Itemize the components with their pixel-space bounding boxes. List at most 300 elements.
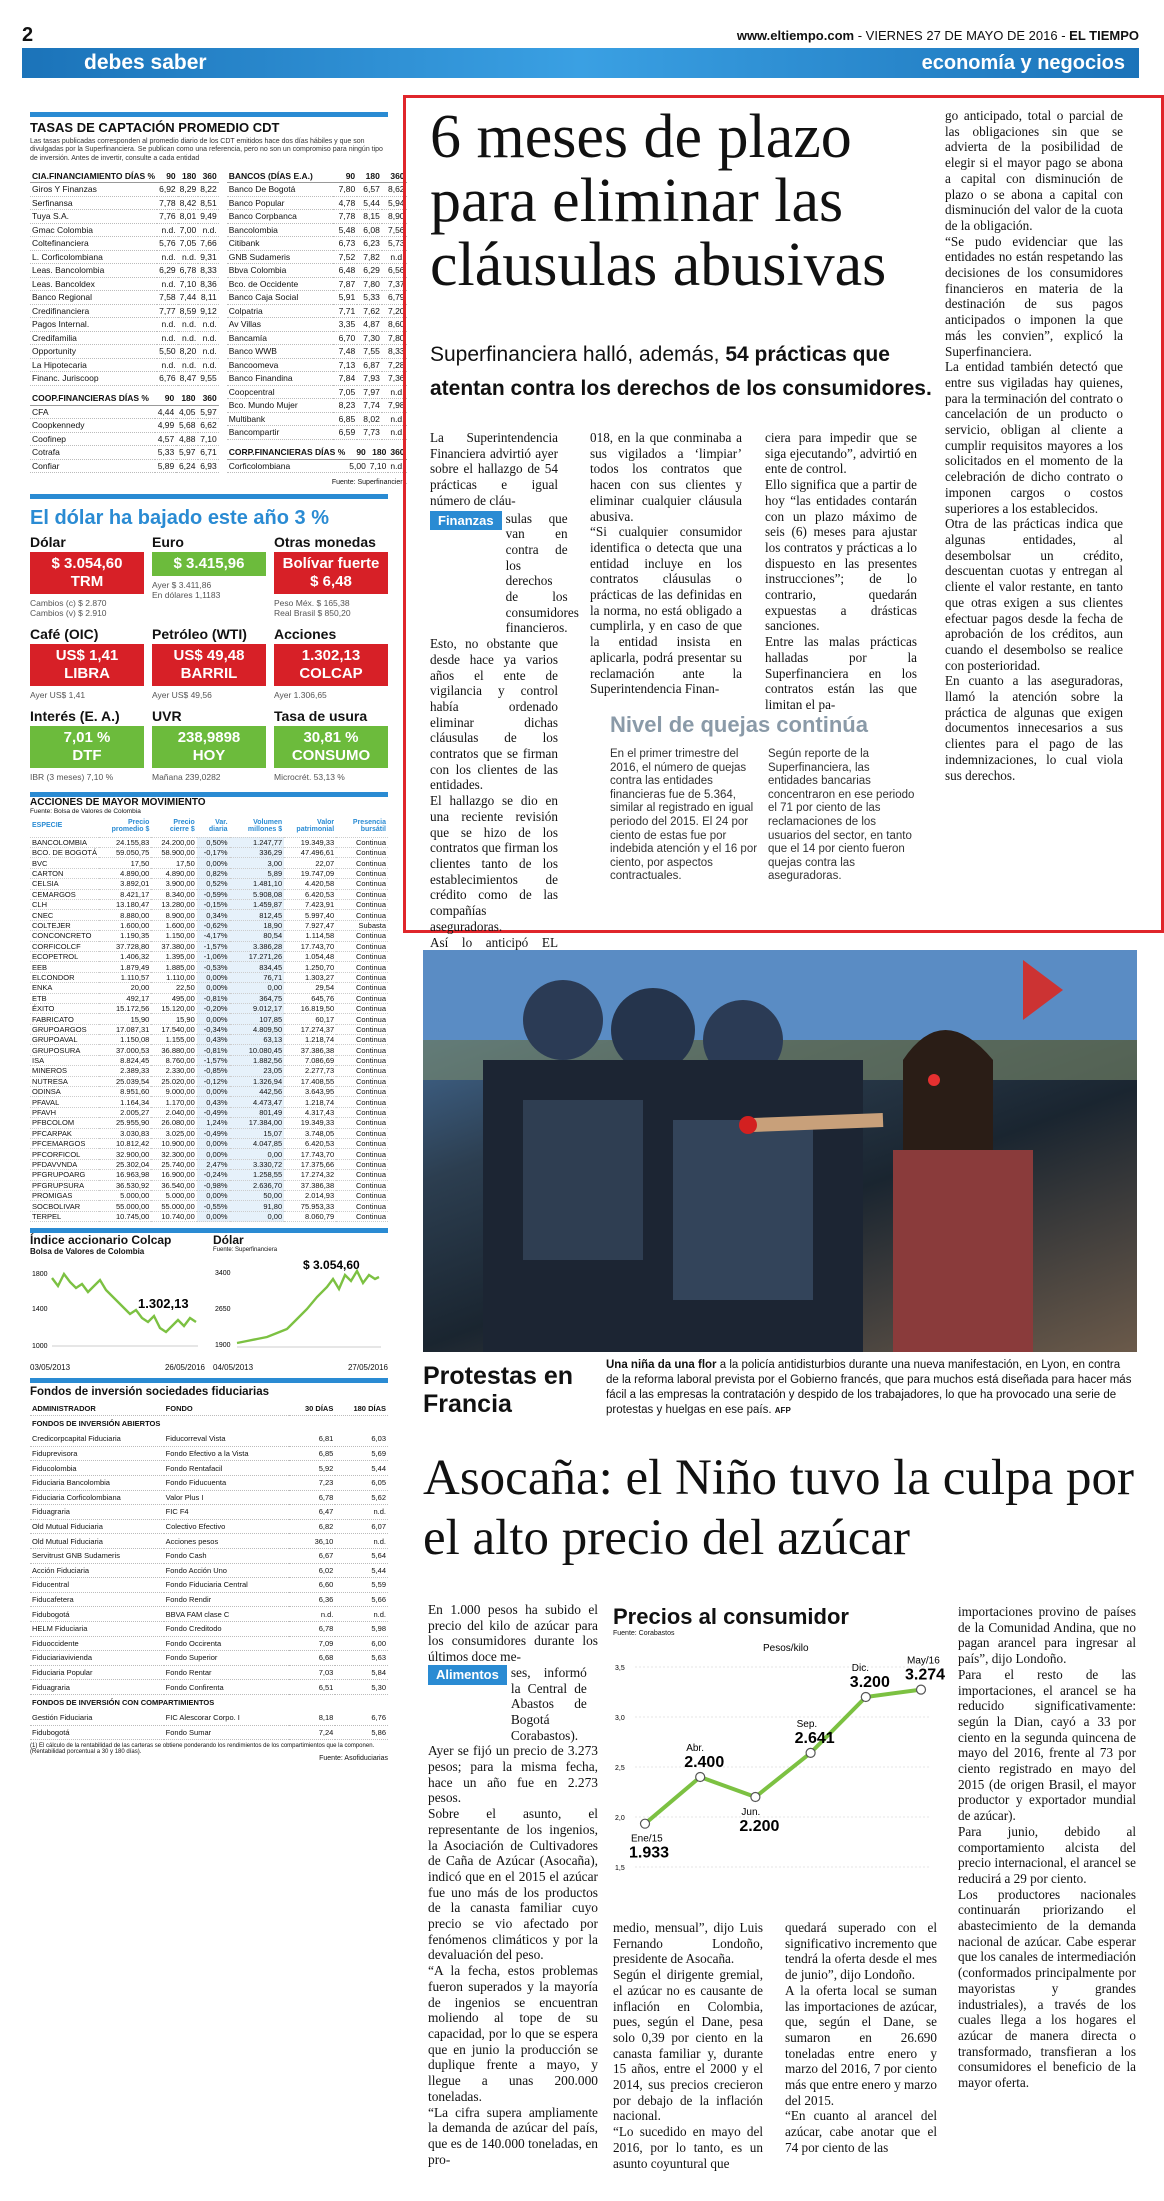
headline-clausulas: 6 meses de plazo para eliminar las cláusulas abusivas: [430, 103, 887, 299]
bancos-row: [227, 318, 407, 332]
table-cell: 2.636,70: [230, 1180, 285, 1190]
site-url[interactable]: www.eltiempo.com: [736, 27, 855, 43]
table-cell: 4.473,47: [230, 1097, 285, 1107]
table-cell: PROMIGAS: [30, 1190, 99, 1200]
section-left: debes saber: [84, 51, 207, 74]
table-cell: 6,03: [335, 1432, 388, 1447]
table-cell: GRUPOSURA: [30, 1045, 99, 1055]
table-cell: Av Villas: [227, 318, 333, 332]
bancos-row: [227, 372, 407, 386]
table-cell: Fondo Occirenta: [164, 1636, 289, 1651]
data-label: 2.641: [794, 1729, 835, 1747]
indicator-value: 30,81 %: [303, 729, 359, 747]
table-cell: 8,02: [357, 412, 382, 426]
table-cell: -1,57%: [197, 1055, 230, 1065]
stock-row: [30, 1201, 388, 1211]
table-cell: 19.747,09: [284, 868, 336, 878]
fund-row: [30, 1680, 388, 1695]
table-cell: 8,36: [200, 278, 217, 289]
header-cell: 180: [357, 169, 382, 183]
table-cell: 0,00%: [197, 1190, 230, 1200]
indicator-value: 7,01 %: [63, 729, 111, 747]
stock-row: [30, 993, 388, 1003]
table-cell: 7,80: [382, 331, 407, 345]
table-cell: Fiducorreval Vista: [164, 1432, 289, 1447]
table-cell: n.d.: [289, 1607, 336, 1622]
header-cell: Var. diaria: [197, 815, 230, 837]
cdt-tables: [30, 169, 407, 487]
table-cell: 22,50: [151, 983, 196, 993]
header-cell: BANCOS (DÍAS E.A.): [227, 169, 333, 183]
table-cell: Fondo Cash: [164, 1548, 289, 1563]
dolar-ytick: 3400: [215, 1270, 231, 1278]
table-cell: 7,05: [333, 385, 358, 399]
table-cell: 15.172,56: [99, 1003, 151, 1013]
table-cell: 3.386,28: [230, 941, 285, 951]
table-cell: Continua: [336, 1055, 388, 1065]
table-cell: Fondo Fiduciaria Central: [164, 1578, 289, 1593]
table-cell: 6,78: [289, 1621, 336, 1636]
table-cell: Fondo Rentafacil: [164, 1461, 289, 1476]
fund-row: [30, 1446, 388, 1461]
table-cell: 7,13: [333, 358, 358, 372]
divider: [30, 112, 388, 117]
table-cell: n.d.: [157, 358, 178, 372]
page-header: [22, 22, 1139, 48]
divider: [30, 1378, 388, 1383]
colcap-chart: [30, 1233, 205, 1372]
table-cell: 6,70: [333, 331, 358, 345]
table-cell: 7,76: [159, 211, 176, 222]
table-cell: Continua: [336, 1024, 388, 1034]
table-cell: 3,00: [230, 858, 285, 868]
stocks-header: [30, 815, 388, 837]
section-title: FONDOS DE INVERSIÓN CON COMPARTIMIENTOS: [32, 1698, 215, 1708]
table-cell: 10.745,00: [99, 1211, 151, 1221]
y-tick: 3,5: [615, 1665, 625, 1672]
table-cell: Banco De Bogotá: [227, 183, 333, 197]
table-cell: Fondo Efectivo a la Vista: [164, 1446, 289, 1461]
tag-finanzas[interactable]: Finanzas: [430, 511, 502, 531]
table-cell: 3.330,72: [230, 1159, 285, 1169]
indicator-badge: [152, 726, 266, 768]
coop-row: [30, 459, 219, 473]
table-cell: Leas. Bancoldex: [30, 277, 157, 291]
table-cell: 13.180,47: [99, 900, 151, 910]
table-cell: ETB: [30, 993, 99, 1003]
table-cell: 5,98: [335, 1621, 388, 1636]
coop-row: [30, 405, 219, 419]
table-cell: Continua: [336, 1159, 388, 1169]
table-cell: Fondo Sumar: [164, 1725, 289, 1740]
table-cell: 5,62: [335, 1490, 388, 1505]
table-cell: 1.326,94: [230, 1076, 285, 1086]
table-cell: -0,34%: [197, 1024, 230, 1034]
bancos-row: [227, 426, 407, 440]
table-cell: 6,62: [198, 419, 219, 433]
caption-text: a la policía antidisturbios durante una nueva manifestación, en Lyon, en contra de la reforma laboral prevista por el Gobierno francés, que para muchos está diseñada para hacer más fácil a las empresas la contratación y despido de los trabajadores, lo que ha provocado una serie de protestas y huelgas en ese país.: [606, 1359, 1132, 1416]
stock-row: [30, 1024, 388, 1034]
tag-alimentos[interactable]: Alimentos: [428, 1665, 507, 1685]
table-cell: Fiduciaria Popular: [30, 1665, 164, 1680]
indicators-grid: [30, 534, 388, 782]
table-cell: CORFICOLCF: [30, 941, 99, 951]
y-tick: 2,0: [615, 1815, 625, 1822]
table-cell: 5,84: [335, 1665, 388, 1680]
fund-row: [30, 1592, 388, 1607]
table-cell: 7,20: [382, 304, 407, 318]
indicator-value: 1.302,13: [301, 647, 361, 665]
photo-credit: AFP: [774, 1406, 791, 1415]
table-cell: CFA: [30, 405, 155, 419]
table-cell: 8,22: [200, 184, 217, 195]
table-cell: 4,05: [176, 405, 197, 419]
table-cell: 5,00: [349, 460, 366, 471]
stock-row: [30, 1045, 388, 1055]
stock-row: [30, 1180, 388, 1190]
table-cell: 17.408,55: [284, 1076, 336, 1086]
table-cell: Citibank: [227, 237, 333, 251]
table-cell: 7,03: [289, 1665, 336, 1680]
table-cell: Continua: [336, 910, 388, 920]
table-cell: 834,45: [230, 962, 285, 972]
table-cell: Coltefinanciera: [30, 237, 157, 251]
table-cell: 5,68: [176, 419, 197, 433]
table-cell: Fiduagraria: [30, 1680, 164, 1695]
article2-col3: quedará superado con el significativo incremento que tendrá la oferta desde el mes de junio”, dijo Londoño. A la oferta local se suman las importaciones de azúcar, que, según el Dane, se sumaron en 26.690 toneladas entre enero y marzo del 2016, 7 por ciento más que entre enero y marzo del 2015. “En cuanto al arancel del azúcar, cabe anotar que el 74 por ciento de las: [785, 1920, 937, 2155]
table-cell: 4,78: [333, 196, 358, 210]
table-cell: CONCONCRETO: [30, 931, 99, 941]
table-cell: 10.080,45: [230, 1045, 285, 1055]
table-cell: Coopkennedy: [30, 419, 155, 433]
subheadline-bold: 54 prácticas que atentan contra los derechos de los consumidores.: [430, 343, 932, 400]
table-cell: 19.349,33: [284, 1118, 336, 1128]
table-cell: n.d.: [335, 1534, 388, 1549]
protest-photo: [423, 950, 1137, 1352]
table-cell: -0,17%: [197, 848, 230, 858]
table-cell: 1.250,70: [284, 962, 336, 972]
table-cell: Opportunity: [30, 345, 157, 359]
header-cell: 180: [176, 392, 197, 406]
table-cell: n.d.: [178, 250, 199, 264]
table-cell: 1.155,00: [151, 1035, 196, 1045]
table-cell: 4,44: [155, 405, 176, 419]
fund-row: [30, 1578, 388, 1593]
table-cell: 6,85: [289, 1446, 336, 1461]
table-cell: 2.330,00: [151, 1066, 196, 1076]
table-cell: 9.000,00: [151, 1087, 196, 1097]
table-cell: MINEROS: [30, 1066, 99, 1076]
table-cell: 5,73: [382, 237, 407, 251]
stock-row: [30, 962, 388, 972]
indicator-label: Acciones: [274, 626, 337, 643]
table-cell: 0,00: [230, 1149, 285, 1159]
indicator-inter-s-e-a-: [30, 708, 144, 782]
y-tick: 1,5: [615, 1865, 625, 1872]
table-cell: Continua: [336, 983, 388, 993]
funds-section: [30, 1694, 388, 1710]
table-cell: 0,00%: [197, 1139, 230, 1149]
article2-lead: En 1.000 pesos ha subido el precio del kilo de azúcar para los consumidores durante los últimos doce me-: [428, 1602, 598, 1665]
header-cell: ESPECIE: [30, 815, 99, 837]
table-cell: 22,07: [284, 858, 336, 868]
table-cell: 7.086,69: [284, 1055, 336, 1065]
y-tick: 3,0: [615, 1715, 625, 1722]
table-cell: 6,02: [289, 1563, 336, 1578]
table-cell: 7,71: [333, 304, 358, 318]
indicator-unit: LIBRA: [64, 665, 110, 683]
table-cell: 5,89: [230, 868, 285, 878]
table-cell: 23,05: [230, 1066, 285, 1076]
table-cell: 8,42: [179, 197, 197, 208]
photo-caption: [606, 1358, 1136, 1418]
dolar-x-start: 04/05/2013: [213, 1363, 254, 1373]
fund-row: [30, 1461, 388, 1476]
table-cell: 4.809,50: [230, 1024, 285, 1034]
table-cell: -0,12%: [197, 1076, 230, 1086]
indicator-tasa-de-usura: [274, 708, 388, 782]
article1-wrap: sulas que van en contra de los derechos de los consumidores financieros.: [505, 510, 579, 636]
fund-row: [30, 1548, 388, 1563]
table-cell: ADMINISTRADOR: [30, 1401, 164, 1416]
table-cell: 37.386,38: [284, 1180, 336, 1190]
table-cell: 7,78: [159, 197, 176, 208]
header-cell: Valor patrimonial: [284, 815, 336, 837]
bancos-row: [227, 304, 407, 318]
table-header: [227, 446, 407, 460]
stock-row: [30, 1149, 388, 1159]
table-cell: n.d.: [198, 223, 219, 237]
table-cell: 7,80: [333, 183, 358, 197]
table-cell: Bancompartir: [227, 426, 333, 440]
table-cell: 5,76: [159, 238, 176, 249]
indicator-caf-oic-: [30, 626, 144, 700]
table-cell: 0,00%: [197, 858, 230, 868]
table-cell: 0,00%: [197, 1087, 230, 1097]
table-cell: 1.150,00: [151, 931, 196, 941]
stock-row: [30, 837, 388, 847]
table-cell: 50,00: [230, 1190, 285, 1200]
table-cell: -1,57%: [197, 941, 230, 951]
table-cell: 6,57: [357, 183, 382, 197]
stock-row: [30, 1139, 388, 1149]
table-cell: 4,87: [357, 318, 382, 332]
table-cell: Bancoomeva: [227, 358, 333, 372]
table-cell: n.d.: [198, 331, 219, 345]
funds-note: (1) El cálculo de la rentabilidad de las carteras se obtiene ponderando los rendimientos de los compartimientos que la componen. (Rentabilidad porcentual a 30 y 180 días).: [30, 1743, 375, 1756]
indicator-badge: [274, 552, 388, 594]
stock-row: [30, 1035, 388, 1045]
table-cell: 2.014,93: [284, 1190, 336, 1200]
cia-row: [30, 237, 219, 251]
table-cell: PFAVH: [30, 1107, 99, 1117]
table-cell: 36,10: [289, 1534, 336, 1549]
table-cell: 0,52%: [197, 879, 230, 889]
table-cell: 1.150,08: [99, 1035, 151, 1045]
table-cell: 645,76: [284, 993, 336, 1003]
fund-row: [30, 1563, 388, 1578]
cia-row: [30, 196, 219, 210]
dolar-line: [213, 1253, 383, 1361]
table-cell: 8.900,00: [151, 910, 196, 920]
table-cell: Gestión Fiduciaria: [30, 1710, 164, 1725]
table-cell: 10.812,42: [99, 1139, 151, 1149]
table-cell: BVC: [30, 858, 99, 868]
dolar-ytick: 1900: [215, 1342, 231, 1350]
table-cell: 7,10: [179, 278, 197, 289]
x-tick: Dic.: [851, 1663, 870, 1674]
table-cell: 0,00: [230, 983, 285, 993]
table-cell: ECOPETROL: [30, 951, 99, 961]
x-tick: Sep.: [796, 1718, 818, 1730]
fund-row: [30, 1432, 388, 1447]
table-cell: Bancolombia: [227, 223, 333, 237]
article2-body1: Ayer se fijó un precio de 3.273 pesos; para la misma fecha, hace un año fue en 2.273 pesos. Sobre el asunto, el representante de los ingenios, la Asociación de Cultivadores de Caña de Azúcar (Asocaña), indicó que en el 2015 el azúcar fue uno más de los productos de la canasta familiar cuyo precio se vio afectado por fenómenos climáticos y por la devaluación del peso. “A la fecha, estos problemas fueron superados y la mayoría de ingenios se encuentran moliendo al tope de su capacidad, por lo que se espera que en junio la producción se duplique frente a mayo, y llegue a unas 200.000 toneladas. “La cifra supera ampliamente la demanda de azúcar del país, que es de 140.000 toneladas, en pro-: [428, 1743, 598, 2167]
table-cell: 3.643,95: [284, 1087, 336, 1097]
table-cell: 8,15: [357, 210, 382, 224]
table-cell: GNB Sudameris: [227, 250, 333, 264]
dolar-chart: [213, 1233, 388, 1372]
table-cell: 17.087,31: [99, 1024, 151, 1034]
table-cell: 17,50: [151, 858, 196, 868]
table-cell: BBVA FAM clase C: [164, 1607, 289, 1622]
table-cell: Banco Popular: [227, 196, 333, 210]
table-cell: Giros Y Finanzas: [30, 183, 157, 197]
indicator-unit: DTF: [72, 747, 102, 765]
table-cell: 20,00: [99, 983, 151, 993]
table-cell: 16.963,98: [99, 1170, 151, 1180]
stock-row: [30, 951, 388, 961]
table-cell: 6,76: [335, 1710, 388, 1725]
table-cell: BANCOLOMBIA: [30, 837, 99, 847]
table-cell: 1.600,00: [151, 920, 196, 930]
stock-row: [30, 1159, 388, 1169]
table-cell: 1.110,00: [151, 972, 196, 982]
table-cell: 29,54: [284, 983, 336, 993]
table-cell: 7,30: [357, 331, 382, 345]
table-cell: Leas. Bancolombia: [30, 264, 157, 278]
indicator-label: Interés (E. A.): [30, 708, 120, 725]
bancos-row: [227, 331, 407, 345]
table-cell: 17.743,70: [284, 941, 336, 951]
table-cell: 6,60: [289, 1578, 336, 1593]
table-cell: 25.740,00: [151, 1159, 196, 1169]
table-cell: 5,44: [335, 1461, 388, 1476]
cdt-title: TASAS DE CAPTACIÓN PROMEDIO CDT: [30, 120, 280, 135]
stock-row: [30, 1118, 388, 1128]
table-cell: n.d.: [157, 318, 178, 332]
table-header: [227, 169, 407, 183]
table-cell: 442,56: [230, 1087, 285, 1097]
table-cell: 5,64: [335, 1548, 388, 1563]
table-cell: 9,31: [200, 251, 217, 262]
table-cell: 6,59: [333, 426, 358, 440]
colcap-x-start: 03/05/2013: [30, 1363, 71, 1373]
header-cell: 360: [382, 169, 407, 183]
table-cell: GRUPOAVAL: [30, 1035, 99, 1045]
fund-row: [30, 1621, 388, 1636]
table-cell: Gmac Colombia: [30, 223, 157, 237]
table-cell: 37.728,80: [99, 941, 151, 951]
table-cell: Serfinansa: [30, 196, 157, 210]
table-cell: -0,55%: [197, 1201, 230, 1211]
cia-row: [30, 318, 219, 332]
table-cell: 55.000,00: [99, 1201, 151, 1211]
bancos-row: [227, 196, 407, 210]
table-cell: 2,47%: [197, 1159, 230, 1169]
table-cell: 63,13: [230, 1035, 285, 1045]
header-cell: Precio promedio $: [99, 815, 151, 837]
table-cell: PFBCOLOM: [30, 1118, 99, 1128]
section-right: economía y negocios: [921, 52, 1125, 74]
table-cell: 47.496,61: [284, 848, 336, 858]
table-cell: 36.540,00: [151, 1180, 196, 1190]
colcap-ytick: 1800: [32, 1271, 48, 1279]
table-cell: n.d.: [382, 250, 407, 264]
stocks-table: [30, 815, 388, 1222]
cia-row: [30, 277, 219, 291]
table-cell: Continua: [336, 1170, 388, 1180]
table-cell: CARTON: [30, 868, 99, 878]
funds-header: [30, 1401, 388, 1416]
table-cell: 7.423,91: [284, 900, 336, 910]
table-cell: 55.000,00: [151, 1201, 196, 1211]
protest-illustration: [423, 950, 1137, 1352]
indicator-badge: [152, 552, 266, 576]
table-cell: 6.420,53: [284, 1139, 336, 1149]
table-cell: Continua: [336, 941, 388, 951]
quejas-col2: Según reporte de la Superfinanciera, las entidades bancarias concentraron en ese periodo el 71 por ciento de las reclamaciones de los usuarios del sector, en tanto que el 14 por ciento fueron quejas contra las aseguradoras.: [768, 748, 915, 883]
indicator-uvr: [152, 708, 266, 782]
table-cell: Credifamilia: [30, 331, 157, 345]
table-cell: 15,07: [230, 1128, 285, 1138]
table-cell: 8,33: [382, 345, 407, 359]
table-cell: 6,48: [333, 264, 358, 278]
table-cell: ODINSA: [30, 1087, 99, 1097]
table-cell: 8,20: [179, 346, 197, 357]
table-cell: 5,44: [357, 196, 382, 210]
table-cell: Fondo Acción Uno: [164, 1563, 289, 1578]
table-cell: 91,80: [230, 1201, 285, 1211]
fund-row: [30, 1476, 388, 1491]
table-cell: FABRICATO: [30, 1014, 99, 1024]
table-cell: Old Mutual Fiduciaria: [30, 1534, 164, 1549]
coop-row: [30, 419, 219, 433]
table-cell: Fondo Superior: [164, 1651, 289, 1666]
table-cell: 8.880,00: [99, 910, 151, 920]
indicator-sub: Microcrét. 53,13 %: [274, 772, 345, 783]
table-cell: 4,57: [155, 432, 176, 446]
coop-row: [30, 432, 219, 446]
table-cell: Acción Fiduciaria: [30, 1563, 164, 1578]
table-cell: n.d.: [157, 223, 178, 237]
table-cell: 0,82%: [197, 868, 230, 878]
table-cell: 5.908,08: [230, 889, 285, 899]
cia-row: [30, 210, 219, 224]
fund-row: [30, 1710, 388, 1725]
x-tick: Jun.: [741, 1807, 761, 1818]
table-cell: Pagos Internal.: [30, 318, 157, 332]
table-cell: 1.258,55: [230, 1170, 285, 1180]
indicator-sub: Ayer US$ 49,56: [152, 690, 212, 701]
table-cell: 7,10: [198, 432, 219, 446]
table-cell: 4.890,00: [99, 868, 151, 878]
table-cell: 4.047,85: [230, 1139, 285, 1149]
table-cell: Bco. de Occidente: [227, 277, 333, 291]
table-cell: 6,05: [335, 1476, 388, 1491]
table-cell: 17,50: [99, 858, 151, 868]
table-cell: -0,24%: [197, 1170, 230, 1180]
